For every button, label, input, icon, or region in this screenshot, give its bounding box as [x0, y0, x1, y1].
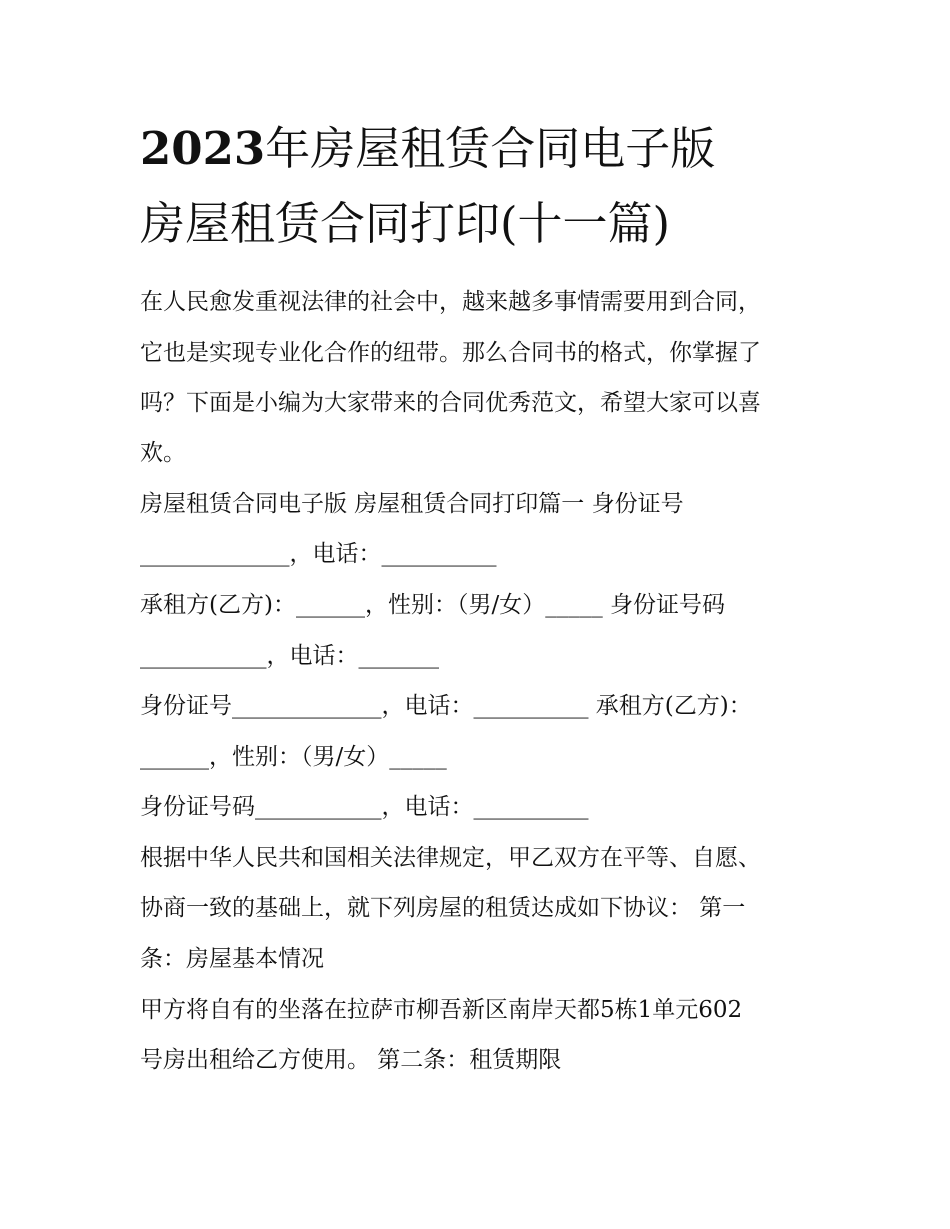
id-phone-line-1: _____________，电话：__________ [140, 541, 497, 567]
document-title-line-1 [140, 121, 840, 177]
tenant-info-line-1: 承租方(乙方)：______，性别：（男/女）_____ 身份证号码 [140, 592, 726, 618]
agreement-line-1: 根据中华人民共和国相关法律规定，甲乙双方在平等、自愿、 [140, 845, 761, 871]
article-1-heading: 条：房屋基本情况 [140, 946, 324, 972]
intro-line-3: 吗？下面是小编为大家带来的合同优秀范文，希望大家可以喜 [140, 390, 761, 416]
article-1-text-line-2: 号房出租给乙方使用。 第二条：租赁期限 [140, 1047, 562, 1073]
id-phone-tenant-line: 身份证号_____________，电话：__________ 承租方(乙方)： [140, 693, 752, 719]
title-line-1-text: 年房屋租赁合同电子版 [265, 122, 716, 175]
document-title-line-2: 房屋租赁合同打印(十一篇) [140, 197, 671, 250]
id-phone-line-2: ___________，电话：_______ [140, 643, 439, 669]
intro-line-1: 在人民愈发重视法律的社会中，越来越多事情需要用到合同， [140, 289, 761, 315]
title-year: 2023 [140, 122, 266, 175]
section-heading-line: 房屋租赁合同电子版 房屋租赁合同打印篇一 身份证号 [140, 491, 684, 517]
gender-line: ______，性别：（男/女）_____ [140, 744, 447, 770]
article-1-text-line-1: 甲方将自有的坐落在拉萨市柳吾新区南岸天都5栋1单元602 [140, 997, 743, 1023]
intro-line-2: 它也是实现专业化合作的纽带。那么合同书的格式，你掌握了 [140, 340, 761, 366]
agreement-line-2: 协商一致的基础上，就下列房屋的租赁达成如下协议： 第一 [140, 895, 746, 921]
id-phone-line-3: 身份证号码___________，电话：__________ [140, 794, 589, 820]
intro-line-4: 欢。 [140, 440, 186, 466]
